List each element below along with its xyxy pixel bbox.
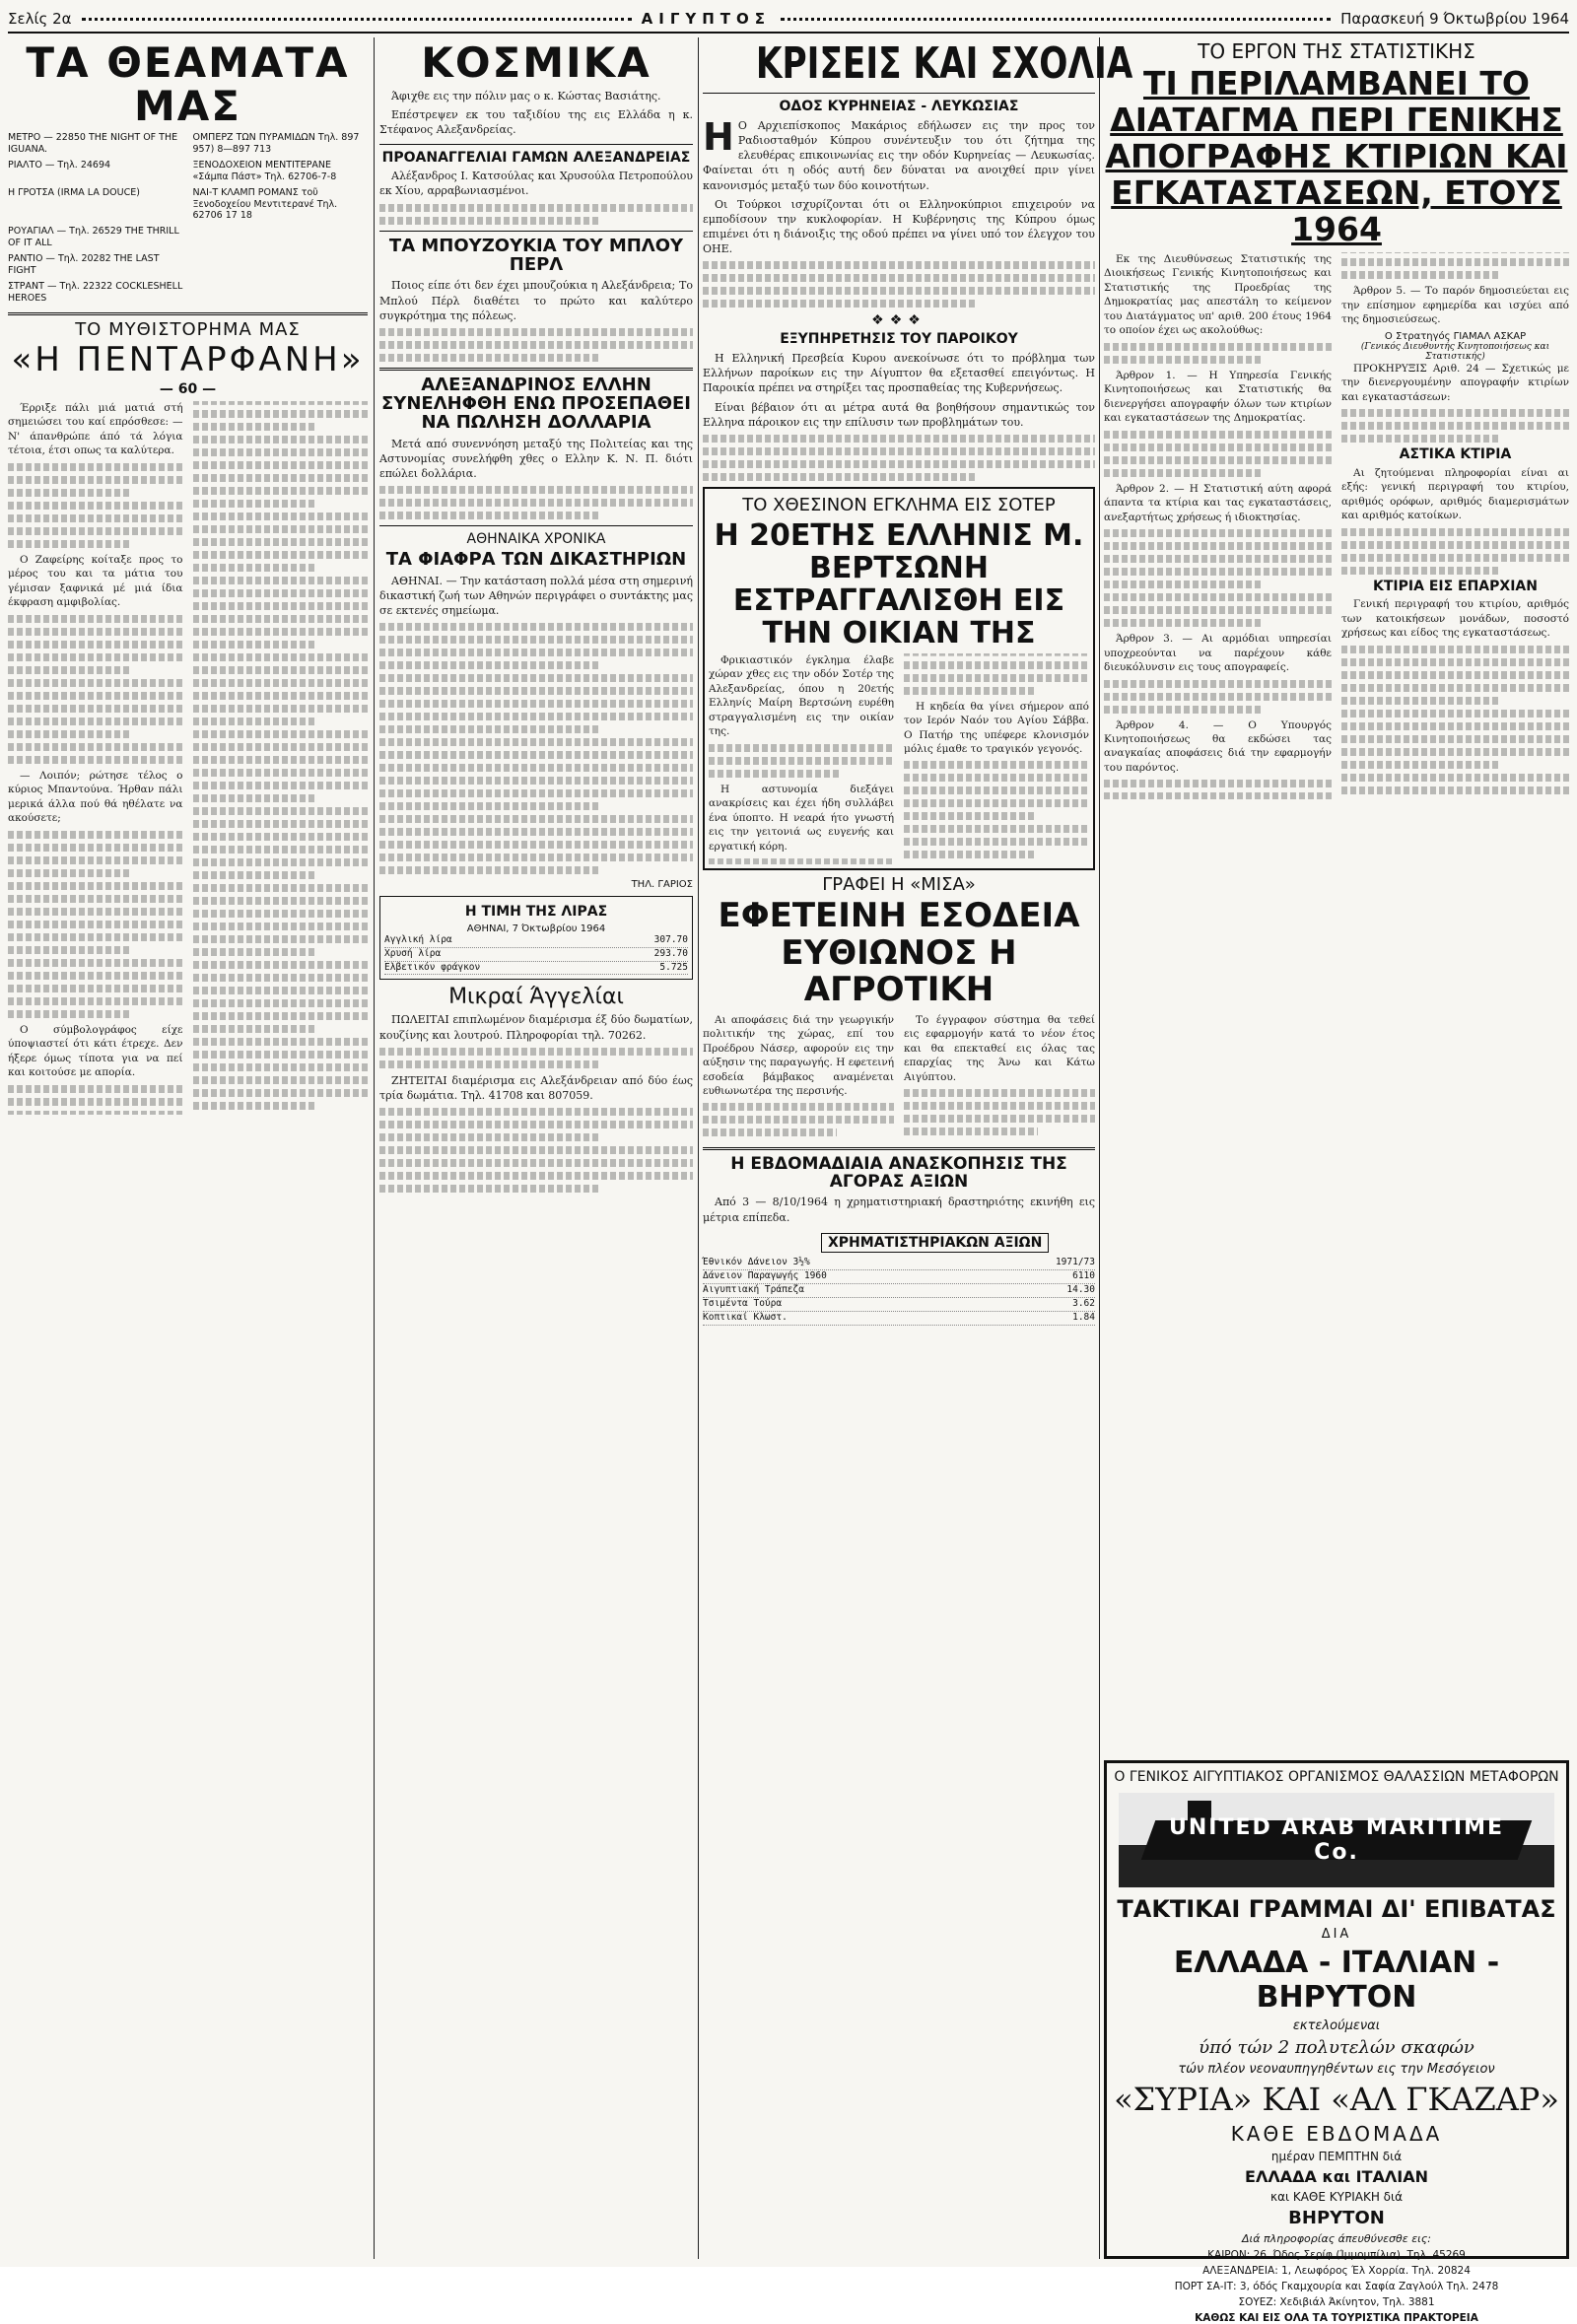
paragraph: Άρθρον 5. — Το παρόν δημοσιεύεται εις την επίσημον εφημερίδα και ισχύει από της δημοσιεύσεως. <box>1341 285 1569 326</box>
statistics-headline: ΤΙ ΠΕΡΙΛΑΜΒΑΝΕΙ ΤΟ ΔΙΑΤΑΓΜΑ ΠΕΡΙ ΓΕΝΙΚΗΣ ΑΠΟΓΡΑΦΗΣ ΚΤΙΡΙΩΝ ΚΑΙ ΕΓΚΑΤΑΣΤΑΣΕΩΝ, ΕΤΟΥΣ 1964 <box>1105 64 1568 248</box>
lira-row: Αγγλική λίρα 307.70 <box>384 934 688 948</box>
paragraph: Ποιος είπε ότι δεν έχει μπουζούκια η Αλεξάνδρεια; Το Μπλού Πέρλ διαθέτει το πρώτο και καλύτερο συγκρότημα της πόλεως. <box>379 279 693 322</box>
section-head: ΑΛΕΞΑΝΔΡΙΝΟΣ ΕΛΛΗΝ ΣΥΝΕΛΗΦΘΗ ΕΝΩ ΠΡΟΣΕΠΑΘΕΙ ΝΑ ΠΩΛΗΣΗ ΔΟΛΛΑΡΙΑ <box>381 374 691 433</box>
listing: ΡΙΑΛΤΟ — Τηλ. 24694 <box>8 159 111 171</box>
listing: ΟΜΠΕΡΖ ΤΩΝ ΠΥΡΑΜΙΔΩΝ Τηλ. 897 957) 8—897 713 <box>192 132 360 156</box>
newspaper-name: ΑΙΓΥΠΤΟΣ <box>641 10 772 28</box>
divider <box>379 525 693 526</box>
issue-date: Παρασκευή 9 Όκτωβρίου 1964 <box>1340 10 1569 28</box>
column-entertainment <box>8 37 368 2259</box>
listing: ΜΕΤΡΟ — 22850 THE NIGHT OF THE IGUANA. <box>8 132 178 156</box>
decree-text <box>1104 252 1569 799</box>
crime-label: ΤΟ ΧΘΕΣΙΝΟΝ ΕΓΚΛΗΜΑ ΕΙΣ ΣΟΤΕΡ <box>742 494 1056 515</box>
paragraph: Μετά από συνεννόηση μεταξύ της Πολιτείας και της Αστυνομίας συνελήφθη χθες ο Ελλην Κ. Ν. Π. διότι επώλει δολλάρια. <box>379 437 693 480</box>
section-head: ΠΡΟΑΝΑΓΓΕΛΙΑΙ ΓΑΜΩΝ ΑΛΕΞΑΝΔΡΕΙΑΣ <box>381 149 691 166</box>
paragraph: ΖΗΤΕΙΤΑΙ διαμέρισμα εις Αλεξάνδρειαν από δύο έως τρία δωμάτια. Τηλ. 41708 και 807059. <box>379 1073 693 1102</box>
ad-by: ύπό τών 2 πολυτελών σκαφών <box>1199 2037 1474 2058</box>
serial-episode: — 60 — <box>159 381 217 398</box>
section-head: ΕΞΥΠΗΡΕΤΗΣΙΣ ΤΟΥ ΠΑΡΟΙΚΟΥ <box>780 331 1018 348</box>
divider <box>703 1147 1095 1150</box>
misa-label: ΓΡΑΦΕΙ Η «ΜΙΣΑ» <box>822 873 976 895</box>
commentary-title: ΚΡΙΣΕΙΣ ΚΑΙ ΣΧΟΛΙΑ <box>755 38 1133 89</box>
subsection-head: ΚΤΙΡΙΑ ΕΙΣ ΕΠΑΡΧΙΑΝ <box>1373 578 1538 594</box>
divider <box>379 144 693 145</box>
ad-wed: ημέραν ΠΕΜΠΤΗΝ διά <box>1270 2150 1403 2163</box>
section-head: ΟΔΟΣ ΚΥΡΗΝΕΙΑΣ - ΛΕΥΚΩΣΙΑΣ <box>779 99 1019 115</box>
section-head: ΤΑ ΜΠΟΥΖΟΥΚΙΑ ΤΟΥ ΜΠΛΟΥ ΠΕΡΛ <box>388 235 684 275</box>
column-statistics <box>1104 37 1569 2324</box>
paragraph: Είναι βέβαιον ότι αι μέτρα αυτά θα βοηθήσουν σημαντικώς τον Ελληνα πάροικον εις την επίλυσιν των προβλημάτων του. <box>703 400 1095 429</box>
ad-ekt: εκτελούμεναι <box>1292 2018 1381 2033</box>
column-rule <box>374 37 375 2259</box>
listing: ΝΑΙ-Τ ΚΛΑΜΠ ΡΟΜΑΝΣ τοῦ Ξενοδοχείου Μεντιτερανέ Τηλ. 62706 17 18 <box>192 186 338 222</box>
ad-info: Διά πληροφορίας άπευθύνεσθε εις: <box>1241 2232 1432 2245</box>
ad-address: ΣΟΥΕΖ: Χεδιβιάλ Άκίνητον, Τηλ. 3881 <box>1238 2296 1435 2308</box>
shipping-advertisement <box>1104 1760 1569 2324</box>
paragraph: Το έγγραφον σύστημα θα τεθεί εις εφαρμογήν κατά το νέον έτος και θα επεκταθεί εις όλας τας επαρχίας της Άνω και Κάτω Αιγύπτου. <box>904 1013 1095 1083</box>
paragraph: Η Ελληνική Πρεσβεία Κυρου ανεκοίνωσε ότι το πρόβλημα των Ελλήνων παροίκων εις την Αίγυπτον θα εξετασθεί επειγόντως. Η Παροικία πρέπει να στηρίξει τας προσπαθείας της Κυβερνήσεως. <box>703 352 1095 395</box>
ad-lines: ΤΑΚΤΙΚΑΙ ΓΡΑΜΜΑΙ ΔΙ' ΕΠΙΒΑΤΑΣ <box>1117 1895 1556 1923</box>
serial-label: ΤΟ ΜΥΘΙΣΤΟΡΗΜΑ ΜΑΣ <box>75 318 301 340</box>
ad-dia: ΔΙΑ <box>1321 1927 1352 1942</box>
paragraph: Άρθρον 3. — Αι αρμόδιαι υπηρεσίαι υποχρεούνται να παρέχουν κάθε διευκόλυνσιν εις τους απογραφείς. <box>1104 633 1332 674</box>
crime-headline: Η 20ΕΤΗΣ ΕΛΛΗΝΙΣ Μ. ΒΕΡΤΣΩΝΗ ΕΣΤΡΑΓΓΑΛΙΣΘΗ ΕΙΣ ΤΗΝ ΟΙΚΙΑΝ ΤΗΣ <box>714 517 1084 650</box>
section-label: ΑΘΗΝΑΙΚΑ ΧΡΟΝΙΚΑ <box>466 531 606 548</box>
header-dots <box>82 18 632 21</box>
page-number: Σελίς 2α <box>8 10 72 28</box>
paragraph: Εκ της Διευθύνσεως Στατιστικής της Διοικήσεως Γενικής Κινητοποιήσεως και Στατιστικής της Προεδρίας της Δημοκρατίας μας απεστάλη το κείμενον του Διατάγματος υπ' αριθ. 200 έτους 1964 το οποίον έχει ως ακολούθως: <box>1104 252 1332 337</box>
ad-newest: τών πλέον νεοναυπηγηθέντων εις την Μεσόγειον <box>1178 2062 1495 2077</box>
divider <box>8 312 368 315</box>
paragraph: Άρθρον 2. — Η Στατιστική αύτη αφορά άπαντα τα κτίρια και τας εγκαταστάσεις, ανεξαρτήτως χρήσεως ή ιδιοκτησίας. <box>1104 482 1332 523</box>
paragraph: — Λοιπόν; ρώτησε τέλος ο κύριος Μπαντούνα. Ήρθαν πάλι μερικά άλλα πού θά ηθέλατε να ακούσετε; <box>8 769 183 825</box>
paragraph: Αλέξανδρος Ι. Κατσούλας και Χρυσούλα Πετροπούλου εκ Χίου, αρραβωνιασμένοι. <box>379 170 693 198</box>
bourse-table <box>703 1257 1095 1325</box>
paragraph: Αι αποφάσεις διά την γεωργικήν πολιτικήν της χώρας, επί του Προέδρου Νάσερ, αφορούν εις την αύξησιν της παραγωγής. Η εφετεινή εσοδεία βάμβακος αναμένεται ευθιωνωτέρα της περσινής. <box>703 1013 894 1097</box>
lira-row: Ελβετικόν φράγκον 5.725 <box>384 962 688 976</box>
ad-weekly: ΚΑΘΕ ΕΒΔΟΜΑΔΑ <box>1230 2122 1443 2146</box>
bourse-headline: Η ΕΒΔΟΜΑΔΙΑΙΑ ΑΝΑΣΚΟΠΗΣΙΣ ΤΗΣ ΑΓΟΡΑΣ ΑΞΙΩΝ <box>730 1153 1067 1192</box>
ad-ships: «ΣΥΡΙΑ» ΚΑΙ «ΑΛ ΓΚΑΖΑΡ» <box>1114 2081 1559 2118</box>
paragraph: ΠΡΟΚΗΡΥΞΙΣ Αριθ. 24 — Σχετικώς με την διενεργουμένην απογραφήν κτιρίων και εγκαταστάσεων: <box>1341 362 1569 403</box>
paragraph: Αι ζητούμεναι πληροφορίαι είναι αι εξής: γενική περιγραφή του κτιρίου, αριθμός ορόφων, αριθμός διαμερισμάτων και αριθμός κατοίκων. <box>1341 466 1569 522</box>
paragraph: Ο Ζαφείρης κοίταξε προς το μέρος του και τα μάτια του γέμισαν ξαφνικά μέ μιά ίδια έκφραση αμφιβολίας. <box>8 553 183 609</box>
dropcap: Η <box>703 114 734 159</box>
ad-address: ΚΑΙΡΟΝ: 26, Όδος Σερίφ (Ίμμομπίλια). Τηλ. 45269 <box>1207 2249 1466 2261</box>
bourse-row: Αιγυπτιακή Τράπεζα 14.30 <box>703 1284 1095 1298</box>
column-commentary <box>703 37 1133 2259</box>
paragraph: Φρικιαστικόν έγκλημα έλαβε χώραν χθες εις την οδόν Σοτέρ της Αλεξανδρείας, όπου η 20ετής Ελληνίς Μαίρη Βερτσώνη ευρέθη στραγγαλισμένη εις την οικίαν της. <box>709 653 894 738</box>
subsection-head: ΑΣΤΙΚΑ ΚΤΙΡΙΑ <box>1399 446 1512 463</box>
cinema-listings <box>8 132 368 306</box>
crime-story <box>703 487 1095 870</box>
statistics-label: ΤΟ ΕΡΓΟΝ ΤΗΣ ΣΤΑΤΙΣΤΙΚΗΣ <box>1198 39 1475 63</box>
paragraph: Επέστρεψεν εκ του ταξιδίου της εις Ελλάδα η κ. Στέφανος Αλεξανδρείας. <box>379 108 693 137</box>
paragraph: ΑΘΗΝΑΙ. — Την κατάσταση πολλά μέσα στη σημερινή δικαστική ζωή των Αθηνών περιγράφει ο συντάκτης μας σε εκτενές σημείωμα. <box>379 574 693 618</box>
entertainment-title: ΤΑ ΘΕΑΜΑΤΑ ΜΑΣ <box>26 38 350 131</box>
section-head: Η ΤΙΜΗ ΤΗΣ ΛΙΡΑΣ <box>464 904 608 921</box>
ad-address: ΑΛΕΞΑΝΔΡΕΙΑ: 1, Λεωφόρος Έλ Χορρία. Τηλ. 20824 <box>1202 2265 1471 2277</box>
listing: ΣΤΡΑΝΤ — Τηλ. 22322 COCKLESHELL HEROES <box>8 280 183 304</box>
paragraph: Από 3 — 8/10/1964 η χρηματιστηριακή δραστηριότης εκινήθη εις μέτρια επίπεδα. <box>703 1196 1095 1224</box>
bourse-row: Τσιμέντα Τούρα 3.62 <box>703 1298 1095 1312</box>
paragraph: Η κηδεία θα γίνει σήμερον από τον Ιερόν Ναόν του Αγίου Σάββα. Ο Πατήρ της υπέφερε κλονισμόν μόλις έμαθε το τραγικόν γεγονός. <box>904 700 1089 755</box>
ad-wed-dest: ΕΛΛΑΔΑ και ΙΤΑΛΙΑΝ <box>1245 2167 1428 2186</box>
ad-sun-dest: ΒΗΡΥΤΟΝ <box>1288 2208 1385 2228</box>
paragraph: Άρθρον 1. — Η Υπηρεσία Γενικής Κινητοποιήσεως και Στατιστικής θα διενεργήσει απογραφήν όλων των κτιρίων και εγκαταστάσεων της Δημοκρατίας. <box>1104 369 1332 425</box>
paragraph: Ο σύμβολογράφος είχε ύποψιαστεί ότι κάτι έτρεχε. Δεν ήξερε όμως τίποτα για να πεί και κοιτούσε με απορία. <box>8 1023 183 1079</box>
crime-text <box>709 653 1089 864</box>
signature-title: (Γενικός Διευθυντής Κινητοποιήσεως και Στατιστικής) <box>1360 341 1550 362</box>
column-social <box>379 37 693 2259</box>
divider <box>379 231 693 232</box>
paragraph: Γενική περιγραφή του κτιρίου, αριθμός των κατοικήσεων μονάδων, ποσοστό χρήσεως και είδος της εγκαταστάσεως. <box>1341 598 1569 640</box>
page-header-strip <box>8 6 1569 34</box>
ad-org: Ο ΓΕΝΙΚΟΣ ΑΙΓΥΠΤΙΑΚΟΣ ΟΡΓΑΝΙΣΜΟΣ ΘΑΛΑΣΣΙΩΝ ΜΕΤΑΦΟΡΩΝ <box>1114 1769 1559 1785</box>
serial-text <box>8 401 368 1115</box>
paragraph: ΠΩΛΕΙΤΑΙ επιπλωμένον διαμέρισμα έξ δύο δωματίων, κουζίνης και λουτρού. Πληροφορίαι τηλ. 70262. <box>379 1013 693 1042</box>
misa-text <box>703 1013 1095 1141</box>
ship-illustration <box>1119 1793 1554 1887</box>
paragraph: Άφιχθε εις την πόλιν μας ο κ. Κώστας Βασιάτης. <box>391 90 661 103</box>
paragraph: Άρθρον 4. — Ο Υπουργός Κινητοποιήσεως θα εκδώσει τας αναγκαίας αποφάσεις διά την εφαρμογήν του παρόντος. <box>1104 718 1332 774</box>
listing: ΞΕΝΟΔΟΧΕΙΟΝ ΜΕΝΤΙΤΕΡΑΝΕ «Σάμπα Πάστ» Τηλ. 62706-7-8 <box>192 159 337 182</box>
signature: Ο Στρατηγός ΓΙΑΜΑΛ ΑΣΚΑΡ <box>1384 330 1527 342</box>
header-dots <box>781 18 1331 21</box>
divider <box>379 368 693 371</box>
lira-row: Χρυσή λίρα 293.70 <box>384 948 688 962</box>
paragraph: Έρριξε πάλι μιά ματιά στή σημειώσει του καί επρόσθεσε: — Ν' άπανθρώπε άπό τά λόγια τέτοια, έτσι οπως τα καλύτερα. <box>8 401 183 457</box>
bourse-row: Κοπτικαί Κλωστ. 1.84 <box>703 1312 1095 1326</box>
lira-box <box>379 896 693 980</box>
classifieds-title: Μικραί Άγγελίαι <box>448 985 624 1010</box>
misa-headline: ΕΦΕΤΕΙΝΗ ΕΣΟΔΕΙΑ ΕΥΘΙΩΝΟΣ Η ΑΓΡΟΤΙΚΗ <box>718 896 1080 1010</box>
paragraph: Η Ο Αρχιεπίσκοπος Μακάριος εδήλωσεν εις την προς τον Ραδιοσταθμόν Κύπρου συνέντευξιν του ότι ζήτημα της ελευθέρας επικοινωνίας εις την οδόν Κυρηνείας — Λευκωσίας. Φαίνεται ότι η οδός αυτή δεν δύναται να ανοιχθεί πριν γίνει κανονισμός μεταξύ των δύο κοινοτήτων. <box>703 114 1095 192</box>
ad-address: ΠΟΡΤ ΣΑ-ΙΤ: 3, όδός Γκαμχουρία και Σαφία Ζαγλούλ Τηλ. 2478 <box>1174 2281 1499 2292</box>
listing: ΡΟΥΑΓΙΑΛ — Τηλ. 26529 THE THRILL OF IT ALL <box>8 226 179 249</box>
paragraph: Οι Τούρκοι ισχυρίζονται ότι οι Ελληνοκύπριοι επιχειρούν να εμποδίσουν την κυκλοφορίαν. Η Κυβέρνησις της Κύπρου όμως επιμένει ότι η διάνοιξις της οδού πρέπει να γίνει υπό τον έλεγχον του ΟΗΕ. <box>703 197 1095 256</box>
ornament: ❖❖❖ <box>871 312 926 329</box>
ship-hull: UNITED ARAB MARITIME Co. <box>1141 1820 1533 1860</box>
ad-footer: ΚΑΘΩΣ ΚΑΙ ΕΙΣ ΟΛΑ ΤΑ ΤΟΥΡΙΣΤΙΚΑ ΠΡΑΚΤΟΡΕΙΑ <box>1195 2312 1478 2324</box>
bourse-row: Έθνικόν Δάνειον 3½% 1971/73 <box>703 1257 1095 1270</box>
signature: ΤΗΛ. ΓΑΡΙΟΣ <box>631 879 693 891</box>
ad-sun: και ΚΑΘΕ ΚΥΡΙΑΚΗ διά <box>1270 2190 1403 2204</box>
divider <box>703 93 1095 94</box>
listing: ΡΑΝΤΙΟ — Τηλ. 20282 THE LAST FIGHT <box>8 253 160 276</box>
section-head: ΤΑ ΦΙΑΦΡΑ ΤΩΝ ΔΙΚΑΣΤΗΡΙΩΝ <box>385 548 687 570</box>
column-rule <box>1099 37 1100 2259</box>
social-title: ΚΟΣΜΙΚΑ <box>421 38 651 87</box>
bourse-subhead: ΧΡΗΜΑΤΙΣΤΗΡΙΑΚΩΝ ΑΞΙΩΝ <box>821 1233 1049 1254</box>
paragraph: Η αστυνομία διεξάγει ανακρίσεις και έχει ήδη συλλάβει ένα ύποπτο. Η νεαρά ήτο γνωστή εις την γειτονιά ως ευγενής και εργατική κόρη. <box>709 783 894 853</box>
lira-date: ΑΘΗΝΑΙ, 7 Όκτωβρίου 1964 <box>466 923 606 934</box>
listing: Η ΓΡΟΤΣΑ (IRMA LA DOUCE) <box>8 186 140 198</box>
ad-route: ΕΛΛΑΔΑ - ΙΤΑΛΙΑΝ - ΒΗΡΥΤΟΝ <box>1173 1946 1500 2015</box>
column-rule <box>698 37 699 2259</box>
bourse-row: Δάνειον Παραγωγής 1960 6110 <box>703 1270 1095 1284</box>
serial-title: «Η ΠΕΝΤΑΡΦΑΝΗ» <box>11 340 365 380</box>
